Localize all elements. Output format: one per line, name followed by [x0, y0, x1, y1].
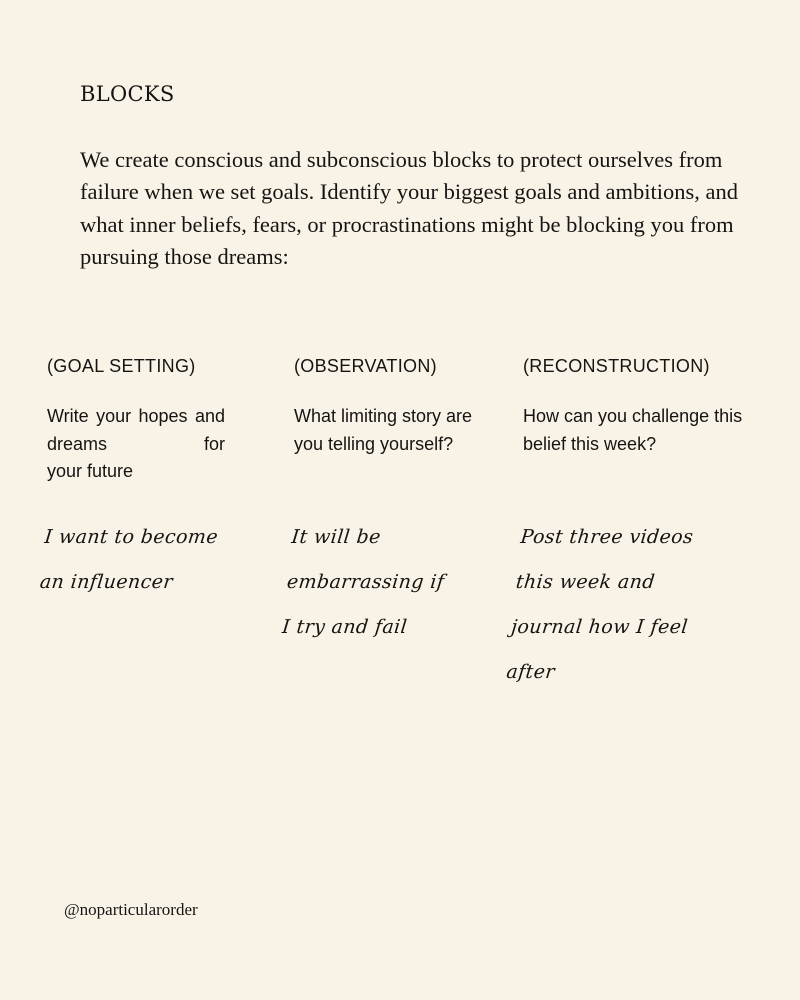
handwritten-answer: It will be embarrassing if I try and fail: [281, 526, 446, 638]
column-prompt-text: Write your hopes and dreams for: [47, 406, 225, 454]
author-handle: @noparticularorder: [64, 900, 198, 919]
column-heading: (RECONSTRUCTION): [523, 356, 710, 376]
column-observation: [281, 352, 479, 650]
column-heading: (OBSERVATION): [294, 356, 437, 376]
handwritten-answer: Post three videos this week and journal how I feel after: [505, 526, 695, 683]
column-prompt: What limiting story are you telling yourself?: [294, 406, 473, 454]
column-prompt-last-line: your future: [47, 461, 134, 481]
column-reconstruction: [505, 352, 755, 695]
handwritten-answer: I want to become an influencer: [38, 526, 220, 593]
column-heading: (GOAL SETTING): [47, 356, 196, 376]
column-goal-setting: [38, 352, 225, 605]
page-title: BLOCKS: [80, 82, 175, 106]
intro-paragraph: We create conscious and subconscious blocks to protect ourselves from failure when we set goals. Identify your biggest goals and ambitions, and what inner beliefs, fears, or procrastinations might be blocking you from pursuing those dreams:: [80, 147, 738, 270]
column-prompt: How can you challenge this belief this week?: [523, 406, 743, 454]
column-prompt: [47, 403, 225, 489]
